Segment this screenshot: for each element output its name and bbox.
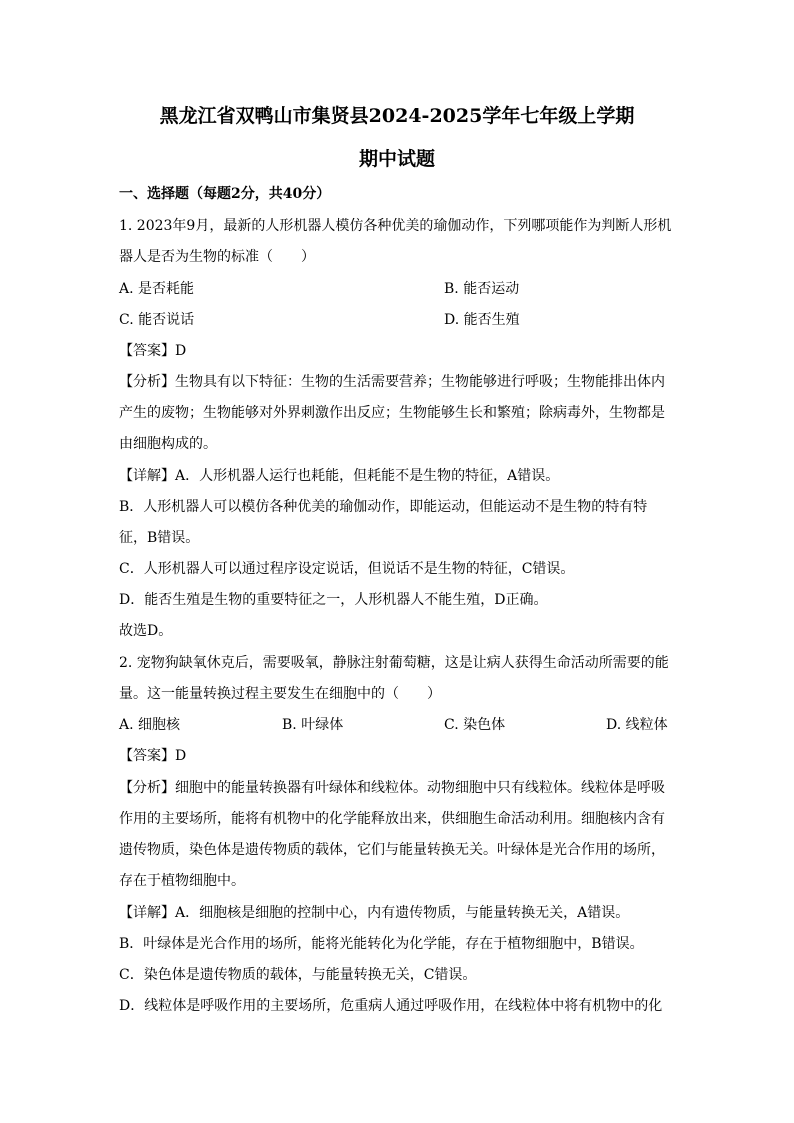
q2-analysis-line-1 (119, 781, 665, 795)
q1-analysis-line-2: 产生的废物；生物能够对外界刺激作出反应；生物能够生长和繁殖；除病毒外，生物都是 (119, 405, 665, 421)
q2-option-a: A. 细胞核 (119, 717, 181, 733)
q1-detail-line-5: D．能否生殖是生物的重要特征之一，人形机器人不能生殖，D正确。 (119, 592, 548, 608)
answer-value: D (175, 343, 187, 359)
q2-answer (119, 749, 186, 763)
q1-analysis-line-1 (119, 375, 665, 389)
q1-option-d: D. 能否生殖 (444, 312, 520, 328)
q2-analysis-line-3: 遗传物质，染色体是遗传物质的载体，它们与能量转换无关。叶绿体是光合作用的场所， (119, 842, 665, 858)
q1-analysis-line-3: 由细胞构成的。 (119, 436, 217, 452)
q2-option-c: C. 染色体 (444, 717, 506, 733)
q1-stem-line-2: 器人是否为生物的标准（ ） (119, 249, 315, 265)
q2-stem-line-1: 2. 宠物狗缺氧休克后，需要吸氧，静脉注射葡萄糖，这是让病人获得生命活动所需要的能 (119, 655, 669, 671)
detail-tag: 【详解】 (119, 468, 175, 484)
analysis-text: 生物具有以下特征：生物的生活需要营养；生物能够进行呼吸；生物能排出体内 (175, 374, 665, 390)
q1-conclusion: 故选D。 (119, 623, 173, 639)
detail-text: A．人形机器人运行也耗能，但耗能不是生物的特征，A错误。 (175, 468, 560, 484)
section-heading: 一、选择题（每题2分，共40分） (119, 186, 331, 202)
q2-analysis-line-2: 作用的主要场所，能将有机物中的化学能释放出来，供细胞生命活动利用。细胞核内含有 (119, 811, 665, 827)
q1-answer (119, 344, 186, 358)
answer-value: D (175, 748, 187, 764)
analysis-tag: 【分析】 (119, 374, 175, 390)
q2-detail-line-4: D．线粒体是呼吸作用的主要场所，危重病人通过呼吸作用，在线粒体中将有机物中的化 (119, 998, 663, 1014)
analysis-text: 细胞中的能量转换器有叶绿体和线粒体。动物细胞中只有线粒体。线粒体是呼吸 (175, 780, 665, 796)
detail-text: A．细胞核是细胞的控制中心，内有遗传物质，与能量转换无关，A错误。 (175, 905, 630, 921)
q2-detail-line-1 (119, 906, 629, 920)
q1-detail-line-4: C．人形机器人可以通过程序设定说话，但说话不是生物的特征，C错误。 (119, 561, 575, 577)
document-title: 黑龙江省双鸭山市集贤县2024-2025学年七年级上学期 (159, 105, 635, 127)
q2-option-d: D. 线粒体 (606, 717, 668, 733)
answer-tag: 【答案】 (119, 343, 175, 359)
q1-detail-line-1 (119, 469, 559, 483)
q2-detail-line-3: C．染色体是遗传物质的载体，与能量转换无关，C错误。 (119, 967, 477, 983)
answer-tag: 【答案】 (119, 748, 175, 764)
q1-stem-line-1: 1. 2023年9月，最新的人形机器人模仿各种优美的瑜伽动作，下列哪项能作为判断人形机 (119, 218, 672, 234)
q2-stem-line-2: 量。这一能量转换过程主要发生在细胞中的（ ） (119, 686, 441, 702)
q1-detail-line-2: B．人形机器人可以模仿各种优美的瑜伽动作，即能运动，但能运动不是生物的特有特 (119, 499, 648, 515)
document-subtitle: 期中试题 (358, 148, 435, 170)
q1-option-a: A. 是否耗能 (119, 281, 195, 297)
q1-detail-line-3: 征，B错误。 (119, 530, 200, 546)
q1-option-c: C. 能否说话 (119, 312, 195, 328)
q2-option-b: B. 叶绿体 (282, 717, 344, 733)
detail-tag: 【详解】 (119, 905, 175, 921)
q1-option-b: B. 能否运动 (444, 281, 520, 297)
analysis-tag: 【分析】 (119, 780, 175, 796)
q2-detail-line-2: B．叶绿体是光合作用的场所，能将光能转化为化学能，存在于植物细胞中，B错误。 (119, 936, 644, 952)
q2-analysis-line-4: 存在于植物细胞中。 (119, 873, 245, 889)
